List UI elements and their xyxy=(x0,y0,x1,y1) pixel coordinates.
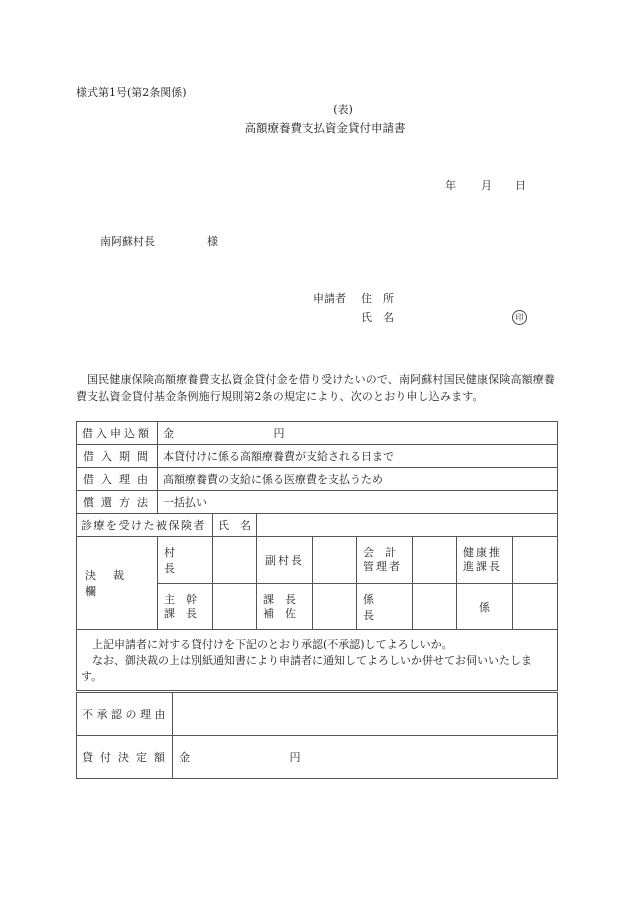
approval-section-label: 決裁欄 xyxy=(77,537,158,630)
yen-prefix: 金 xyxy=(179,751,190,764)
approval-stamp-health-promotion-director[interactable] xyxy=(513,537,558,584)
approval-stamp-accounting-manager[interactable] xyxy=(413,537,457,584)
decision-note-row xyxy=(77,630,558,691)
applicant-address-label: 住 所 xyxy=(361,292,394,305)
applicant-name-label: 氏 名 xyxy=(361,311,394,324)
decision-table xyxy=(76,692,558,779)
loan-request-amount-label: 借入申込額 xyxy=(77,422,158,445)
loan-decision-amount-field[interactable] xyxy=(173,736,558,779)
date-year-label: 年 xyxy=(445,179,456,192)
loan-period-label: 借入期間 xyxy=(77,445,158,468)
approval-stamp-chief-section-head[interactable] xyxy=(213,584,257,630)
approval-title-staff: 係 xyxy=(457,584,513,630)
approval-stamp-subsection-chief[interactable] xyxy=(413,584,457,630)
application-statement: 国民健康保険高額療養費支払資金貸付金を借り受けたいので、南阿蘇村国民健康保険高額療養費支払資金貸付基金条例施行規則第2条の規定により、次のとおり申し込みます。 xyxy=(76,373,556,403)
repayment-method-value: 一括払い xyxy=(158,491,558,514)
table-row xyxy=(77,445,558,468)
approval-title-deputy-mayor: 副村長 xyxy=(257,537,313,584)
table-row xyxy=(77,514,558,537)
approval-title-chief-section-head: 主 幹 課 長 xyxy=(158,584,213,630)
addressee-honorific: 様 xyxy=(207,235,218,248)
date-day-label: 日 xyxy=(515,179,526,192)
repayment-method-label: 償還方法 xyxy=(77,491,158,514)
table-row xyxy=(77,491,558,514)
approval-stamp-mayor[interactable] xyxy=(213,537,257,584)
rejection-reason-label: 不承認の理由 xyxy=(77,693,173,736)
insured-name-field[interactable] xyxy=(257,514,558,537)
loan-decision-amount-label: 貸付決定額 xyxy=(77,736,173,779)
approval-title-subsection-chief: 係長 xyxy=(357,584,413,630)
insured-name-label: 氏 名 xyxy=(213,514,257,537)
approval-title-assistant-section-head: 課 長 補 佐 xyxy=(257,584,313,630)
applicant-label: 申請者 xyxy=(313,292,346,305)
decision-note-line-1: 上記申請者に対する貸付けを下記のとおり承認(不承認)してよろしいか。 xyxy=(92,638,453,651)
decision-note-line-2: なお、御決裁の上は別紙通知書により申請者に通知してよろしいか併せてお伺いいたします。 xyxy=(81,654,532,683)
loan-reason-value: 高額療養費の支給に係る医療費を支払うため xyxy=(158,468,558,491)
approval-stamp-staff[interactable] xyxy=(513,584,558,630)
yen-suffix: 円 xyxy=(289,751,301,764)
form-id: 様式第1号(第2条関係) xyxy=(76,86,187,99)
yen-prefix: 金 xyxy=(163,427,174,440)
seal-icon: 印 xyxy=(512,310,527,325)
approval-title-accounting-manager: 会 計 管理者 xyxy=(357,537,413,584)
table-row xyxy=(77,693,558,736)
decision-note xyxy=(77,630,558,691)
side-label: (表) xyxy=(333,103,353,116)
insured-person-label: 診療を受けた被保険者 xyxy=(77,514,213,537)
date-month-label: 月 xyxy=(481,179,492,192)
approval-row-1 xyxy=(77,537,558,584)
approval-title-mayor: 村長 xyxy=(158,537,213,584)
document-title: 高額療養費支払資金貸付申請書 xyxy=(244,121,406,135)
application-table xyxy=(76,421,558,691)
table-row xyxy=(77,736,558,779)
rejection-reason-field[interactable] xyxy=(173,693,558,736)
approval-stamp-assistant-section-head[interactable] xyxy=(313,584,357,630)
loan-request-amount-field[interactable] xyxy=(158,422,558,445)
approval-stamp-deputy-mayor[interactable] xyxy=(313,537,357,584)
approval-title-health-promotion-director: 健康推 進課長 xyxy=(457,537,513,584)
yen-suffix: 円 xyxy=(273,427,285,440)
table-row xyxy=(77,468,558,491)
loan-reason-label: 借入理由 xyxy=(77,468,158,491)
addressee-name: 南阿蘇村長 xyxy=(100,235,155,248)
table-row xyxy=(77,422,558,445)
loan-period-value: 本貸付けに係る高額療養費が支給される日まで xyxy=(158,445,558,468)
